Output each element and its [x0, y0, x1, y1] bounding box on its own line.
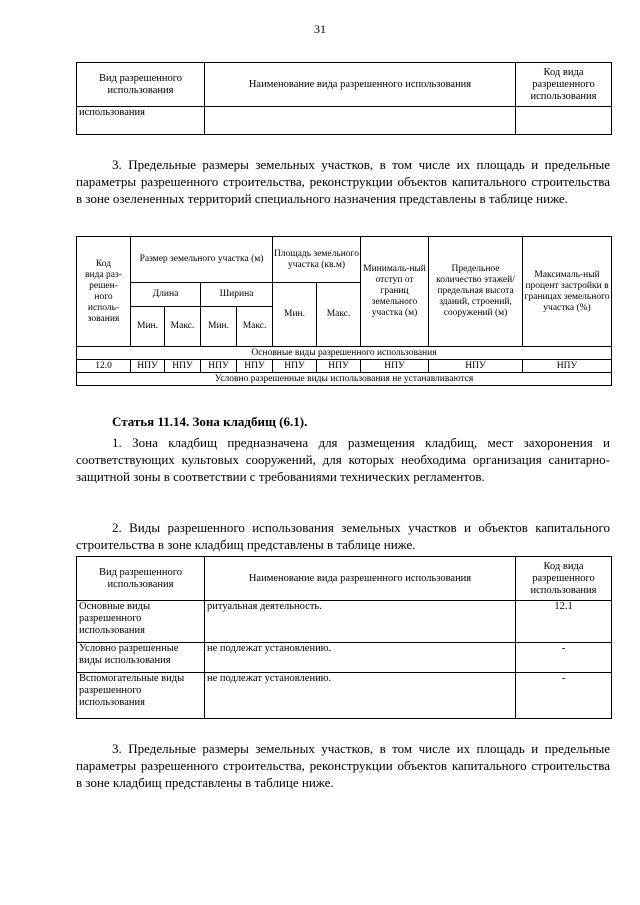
cell-use-code: [516, 107, 612, 135]
cell-use-name: не подлежат установлению.: [205, 673, 516, 719]
header-width-min: Мин.: [201, 307, 237, 347]
conditional-note: Условно разрешенные виды использования не устанавливаются: [77, 373, 612, 386]
header-width-max: Макс.: [237, 307, 273, 347]
cell-use-code: 12.1: [516, 601, 612, 643]
header-percent: Максималь-ный процент застройки в границах земельного участка (%): [523, 237, 612, 347]
header-setback: Минималь-ный отступ от границ земельного участка (м): [361, 237, 429, 347]
cell-use-type: использования: [77, 107, 205, 135]
table-row: [77, 360, 612, 373]
header-use-type: Вид разрешенного использования: [77, 557, 205, 601]
cell-length-min: НПУ: [131, 360, 165, 373]
cell-area-max: НПУ: [317, 360, 361, 373]
header-length: Длина: [131, 283, 201, 307]
paragraph-3-cemetery: 3. Предельные размеры земельных участков, в том числе их площадь и предельные параметры разрешенного строительства, реконструкции объектов капитального строительства в зоне кладбищ представлены в таблице ниже.: [76, 741, 610, 790]
header-area: Площадь земельного участка (кв.м): [273, 237, 361, 283]
section-main-uses: Основные виды разрешенного использования: [77, 347, 612, 360]
table-row: [77, 643, 612, 673]
header-code: Код вида раз- решен- ного исполь- зования: [77, 237, 131, 347]
header-use-name: Наименование вида разрешенного использования: [205, 557, 516, 601]
cell-length-max: НПУ: [165, 360, 201, 373]
cell-use-type: Вспомогательные виды разрешенного использования: [77, 673, 205, 719]
cell-code: 12.0: [77, 360, 131, 373]
table-row: [77, 601, 612, 643]
article-heading: Статья 11.14. Зона кладбищ (6.1).: [112, 414, 308, 429]
cell-width-max: НПУ: [237, 360, 273, 373]
cell-use-name: не подлежат установлению.: [205, 643, 516, 673]
paragraph-3-green-zone: 3. Предельные размеры земельных участков, в том числе их площадь и предельные параметры разрешенного строительства, реконструкции объектов капитального строительства в зоне озелененных территорий специального назначения представлены в таблице ниже.: [76, 157, 610, 206]
header-use-code: Код вида разрешенного использования: [516, 63, 612, 107]
cell-use-type: Условно разрешенные виды использования: [77, 643, 205, 673]
sizes-table: [76, 236, 612, 386]
paragraph-2-cemetery: 2. Виды разрешенного использования земельных участков и объектов капитального строительства в зоне кладбищ представлены в таблице ниже.: [76, 520, 610, 552]
cell-area-min: НПУ: [273, 360, 317, 373]
paragraph-1-cemetery: 1. Зона кладбищ предназначена для размещения кладбищ, мест захоронения и соответствующих культовых сооружений, для которых необходима организация санитарно-защитной зоны в соответствии с требованиями технических регламентов.: [76, 435, 610, 484]
header-area-min: Мин.: [273, 283, 317, 347]
header-use-name: Наименование вида разрешенного использования: [205, 63, 516, 107]
cell-use-name: ритуальная деятельность.: [205, 601, 516, 643]
cell-use-type: Основные виды разрешенного использования: [77, 601, 205, 643]
page-number: 31: [314, 22, 326, 36]
header-length-min: Мин.: [131, 307, 165, 347]
cell-use-code: -: [516, 673, 612, 719]
cell-percent: НПУ: [523, 360, 612, 373]
header-floors: Предельное количество этажей/ предельная высота зданий, строений, сооружений (м): [429, 237, 523, 347]
use-table-cemetery: [76, 556, 612, 719]
use-table-top: [76, 62, 612, 135]
cell-width-min: НПУ: [201, 360, 237, 373]
table-row: [77, 673, 612, 719]
header-plot-size: Размер земельного участка (м): [131, 237, 273, 283]
cell-floors: НПУ: [429, 360, 523, 373]
header-width: Ширина: [201, 283, 273, 307]
header-use-code: Код вида разрешенного использования: [516, 557, 612, 601]
header-area-max: Макс.: [317, 283, 361, 347]
cell-setback: НПУ: [361, 360, 429, 373]
header-use-type: Вид разрешенного использования: [77, 63, 205, 107]
header-length-max: Макс.: [165, 307, 201, 347]
cell-use-name: [205, 107, 516, 135]
cell-use-code: -: [516, 643, 612, 673]
